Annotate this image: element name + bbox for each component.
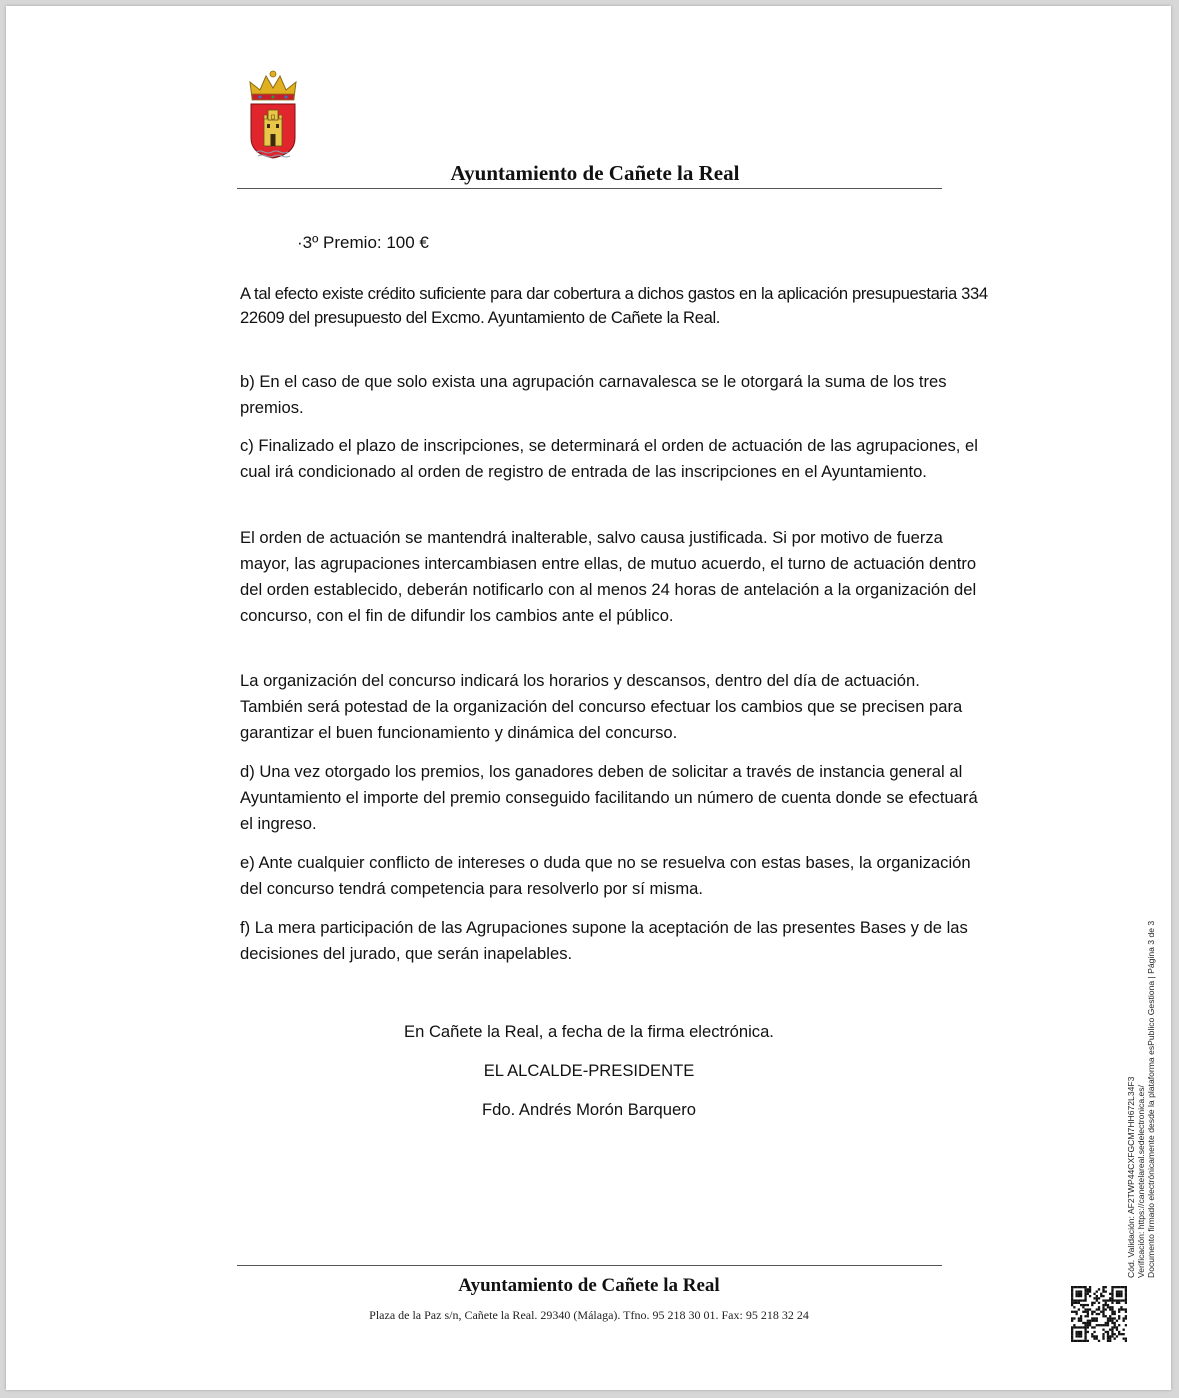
verification-url: Verificación: https://canetelareal.sedelectronica.es/	[1136, 1085, 1146, 1278]
verification-block	[1126, 858, 1156, 1278]
verification-note: Documento firmado electrónicamente desde la plataforma esPublico Gestiona | Página 3 de 3	[1146, 920, 1156, 1278]
paragraph-d: d) Una vez otorgado los premios, los ganadores deben de solicitar a través de instancia general al Ayuntamiento el importe del premio conseguido facilitando un número de cuenta donde se efectuará el ingreso.	[240, 762, 978, 833]
header-divider	[237, 188, 942, 189]
credit-paragraph: A tal efecto existe crédito suficiente para dar cobertura a dichos gastos en la aplicación presupuestaria 334 22609 del presupuesto del Excmo. Ayuntamiento de Cañete la Real.	[240, 284, 988, 327]
paragraph-e: e) Ante cualquier conflicto de intereses o duda que no se resuelva con estas bases, la organización del concurso tendrá competencia para resolverlo por sí misma.	[240, 853, 971, 898]
qr-code-icon	[1071, 1286, 1127, 1342]
coat-of-arms-icon	[246, 68, 300, 162]
paragraph-c: c) Finalizado el plazo de inscripciones, se determinará el orden de actuación de las agrupaciones, el cual irá condicionado al orden de registro de entrada de las inscripciones en el Ayuntamiento.	[240, 436, 978, 481]
footer-address: Plaza de la Paz s/n, Cañete la Real. 29340 (Málaga). Tfno. 95 218 30 01. Fax: 95 218 32 24	[369, 1308, 809, 1322]
header-title: Ayuntamiento de Cañete la Real	[450, 161, 740, 185]
paragraph-order: El orden de actuación se mantendrá inalterable, salvo causa justificada. Si por motivo de fuerza mayor, las agrupaciones intercambiasen entre ellas, de mutuo acuerdo, el turno de actuación dentro del orden establecido, deberán notificarlo con al menos 24 horas de antelación a la organización del concurso, con el fin de difundir los cambios ante el público.	[240, 528, 977, 625]
paragraph-b: b) En el caso de que solo exista una agrupación carnavalesca se le otorgará la suma de los tres premios.	[240, 372, 947, 417]
footer-title: Ayuntamiento de Cañete la Real	[458, 1275, 720, 1296]
footer-divider	[237, 1265, 942, 1266]
paragraph-schedule: La organización del concurso indicará los horarios y descansos, dentro del día de actuación. También será potestad de la organización del concurso efectuar los cambios que se precisen para garantizar el buen funcionamiento y dinámica del concurso.	[240, 671, 963, 742]
prize-line: ·3º Premio: 100 €	[297, 233, 429, 252]
verification-code: Cód. Validación: AF2TWP44CXFGCM7HH672L34F3	[1126, 1076, 1136, 1278]
signature-place-date: En Cañete la Real, a fecha de la firma electrónica.	[404, 1022, 774, 1041]
paragraph-f: f) La mera participación de las Agrupaciones supone la aceptación de las presentes Bases y de las decisiones del jurado, que serán inapelables.	[240, 918, 968, 963]
signature-role: EL ALCALDE-PRESIDENTE	[483, 1061, 695, 1080]
signature-name: Fdo. Andrés Morón Barquero	[482, 1100, 696, 1119]
